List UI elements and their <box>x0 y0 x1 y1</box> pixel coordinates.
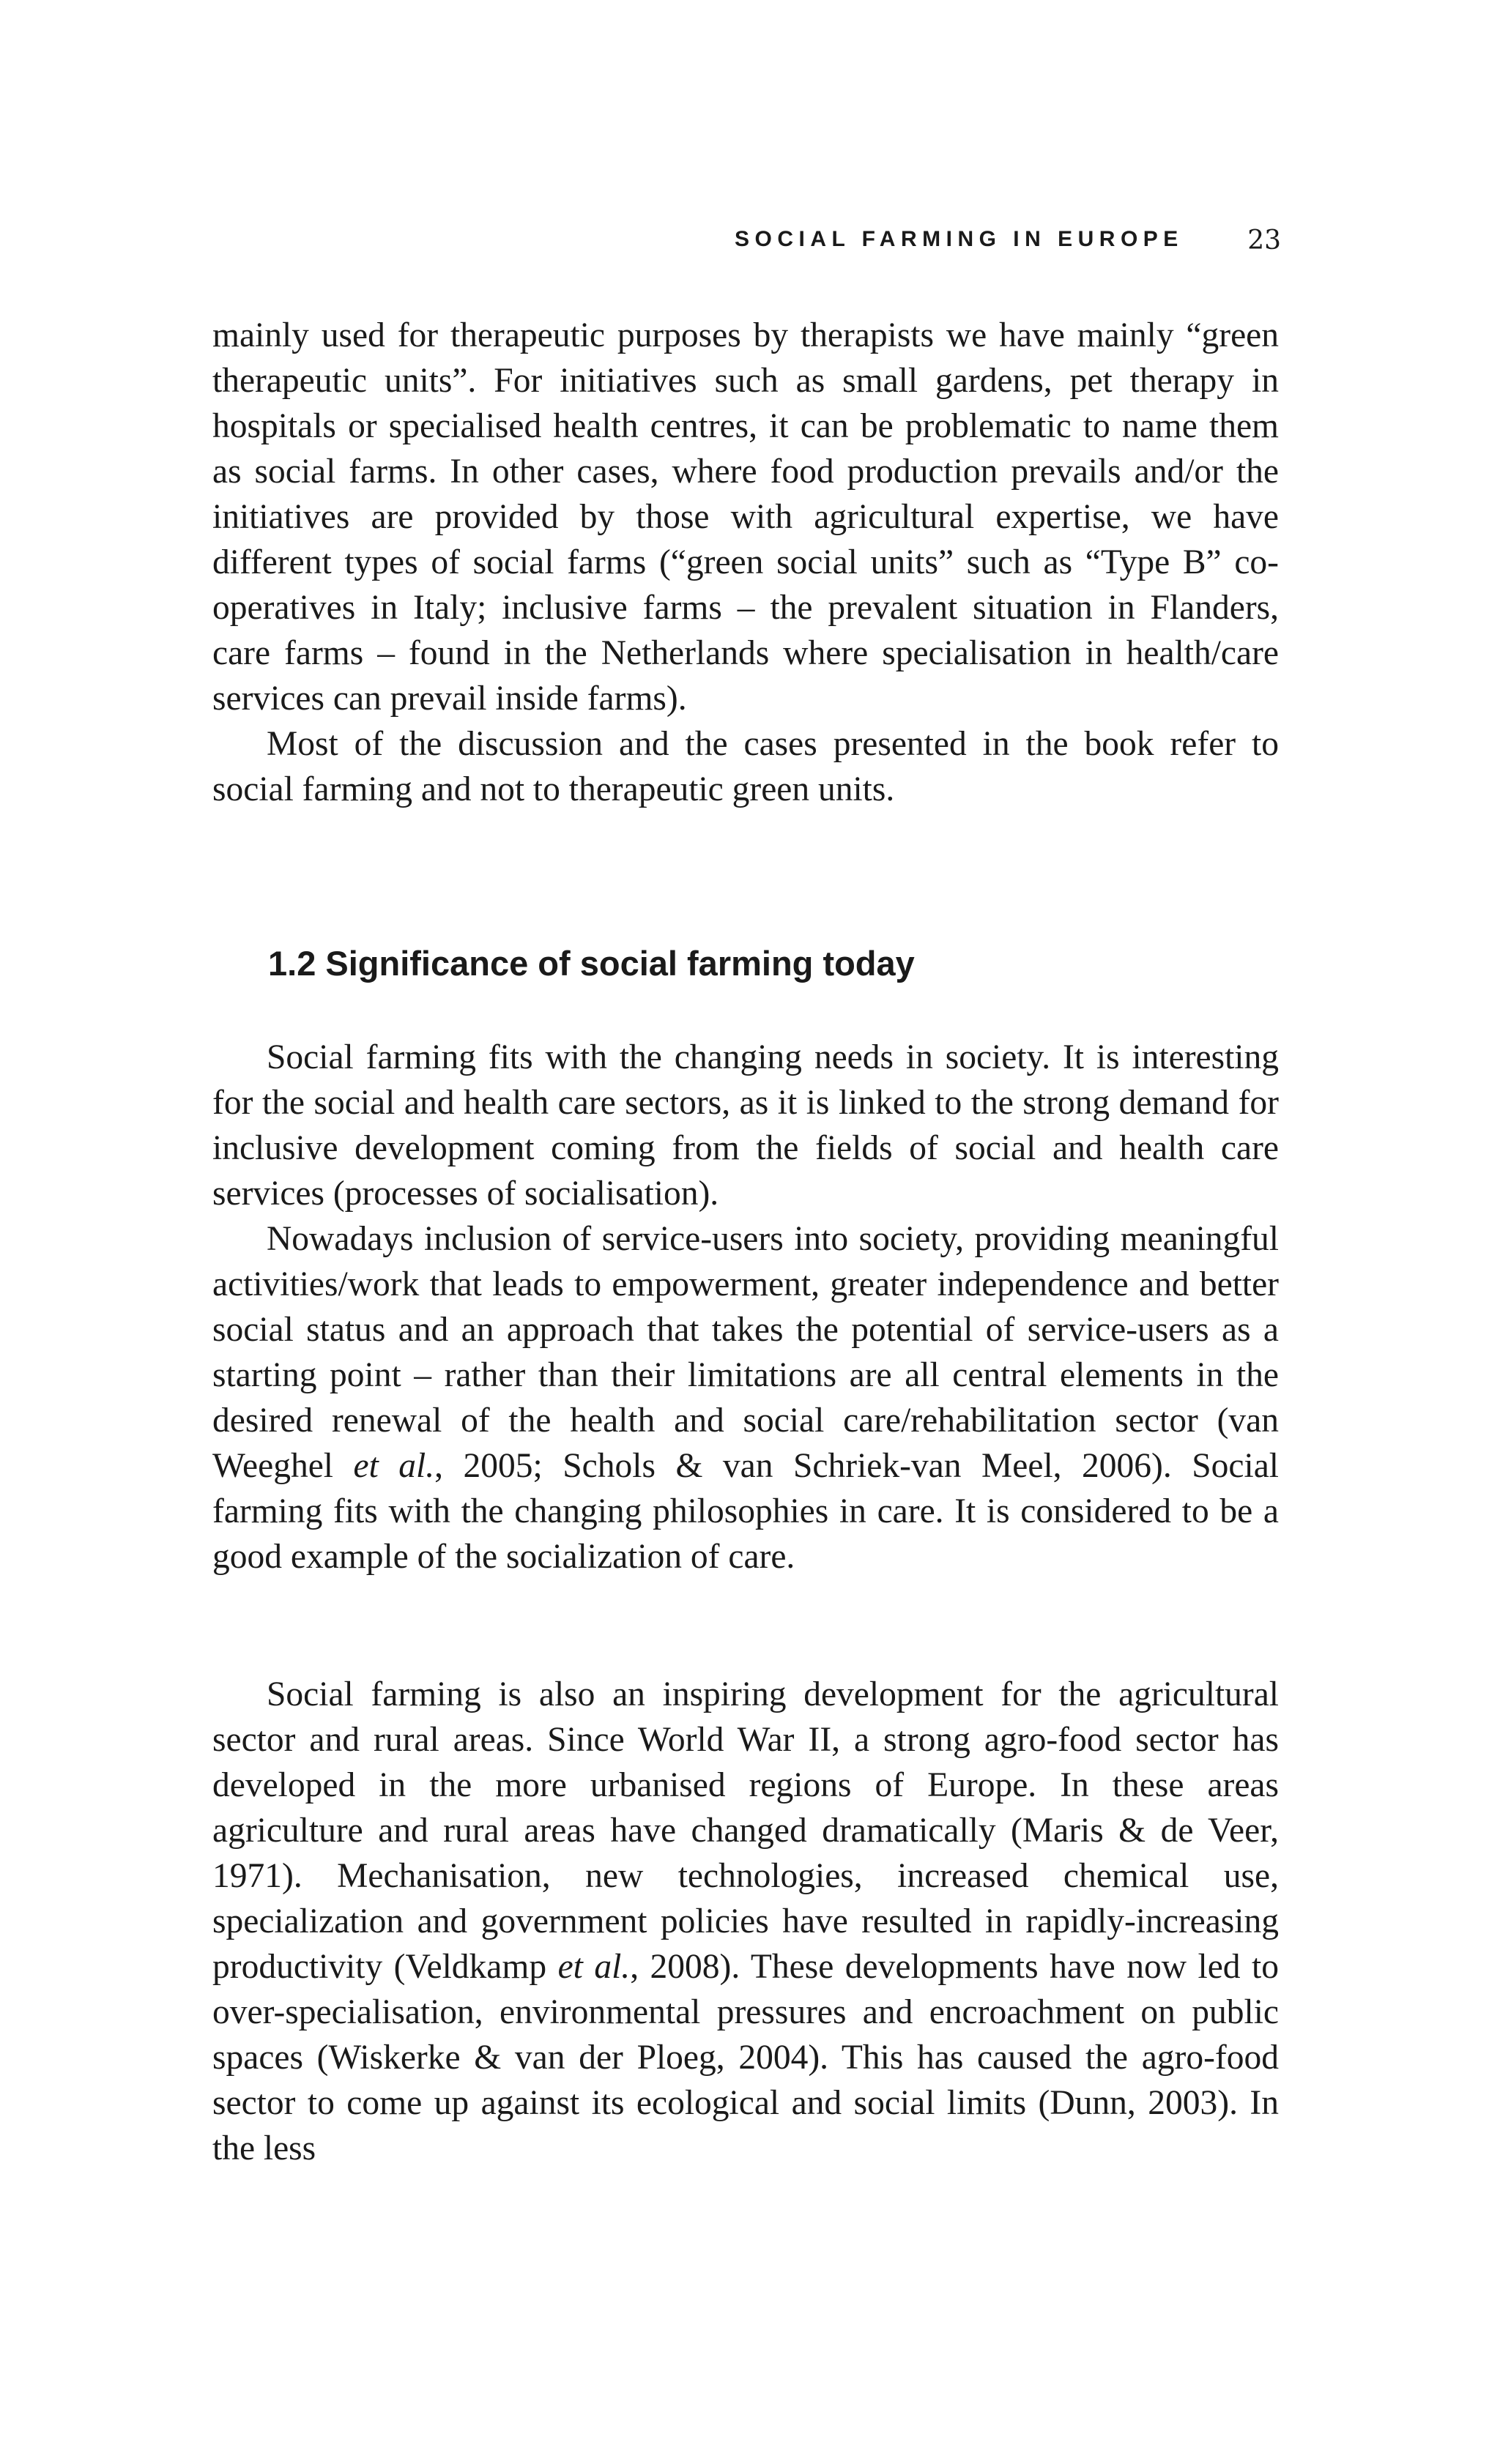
running-header <box>735 226 1281 255</box>
paragraph-agriculture <box>212 1672 1279 2171</box>
paragraph-agriculture-text-b: , 2008). These developments have now led to over-specialisation, environmental pressures and encroachment on public spaces (Wiskerke & van der Ploeg, 2004). This has caused the agro-food sector to come up against its ecological and social limits (Dunn, 2003). In the less <box>212 1948 1279 2167</box>
paragraph-inclusion <box>212 1216 1279 1579</box>
body-text-top <box>212 313 1279 812</box>
citation-et-al: et al. <box>353 1447 435 1485</box>
paragraph-inclusion-text-a: Nowadays inclusion of service-users into society, providing meaningful activities/work that leads to empowerment, greater independence and better social status and an approach that takes the potential of service-users as a starting point – rather than their limitations are all central elements in the desired renewal of the health and social care/rehabilitation sector (van Weeghel <box>212 1220 1279 1485</box>
paragraph-scope: Most of the discussion and the cases presented in the book refer to social farming and not to therapeutic green units. <box>212 725 1279 808</box>
paragraph-agriculture-text-a: Social farming is also an inspiring development for the agricultural sector and rural areas. Since World War II, a strong agro-food sector has developed in the more urbanised regions of Europe. In these areas agriculture and rural areas have changed dramatically (Maris & de Veer, 1971). Mechanisation, new technologies, increased chemical use, specialization and government policies have resulted in rapidly-increasing productivity (Veldkamp <box>212 1675 1279 1986</box>
body-text-bottom <box>212 1672 1279 2171</box>
running-title: SOCIAL FARMING IN EUROPE <box>735 227 1184 251</box>
page-number: 23 <box>1247 226 1281 256</box>
paragraph-inclusion-text-b: , 2005; Schols & van Schriek-van Meel, 2006). Social farming fits with the changing philosophies in care. It is considered to be a good example of the socialization of care. <box>212 1447 1279 1576</box>
section-heading: 1.2 Significance of social farming today <box>268 944 915 983</box>
citation-et-al: et al. <box>557 1948 631 1986</box>
paragraph-continued: mainly used for therapeutic purposes by therapists we have mainly “green therapeutic units”. For initiatives such as small gardens, pet therapy in hospitals or specialised health centres, it can be problematic to name them as social farms. In other cases, where food production prevails and/or the initiatives are provided by those with agricultural expertise, we have different types of social farms (“green social units” such as “Type B” co-operatives in Italy; inclusive farms – the prevalent situation in Flanders, care farms – found in the Netherlands where specialisation in health/care services can prevail inside farms). <box>212 316 1279 718</box>
body-text-middle <box>212 1035 1279 1579</box>
paragraph-changing-needs: Social farming fits with the changing needs in society. It is interesting for the social and health care sectors, as it is linked to the strong demand for inclusive development coming from the fields of social and health care services (processes of socialisation). <box>212 1038 1279 1213</box>
